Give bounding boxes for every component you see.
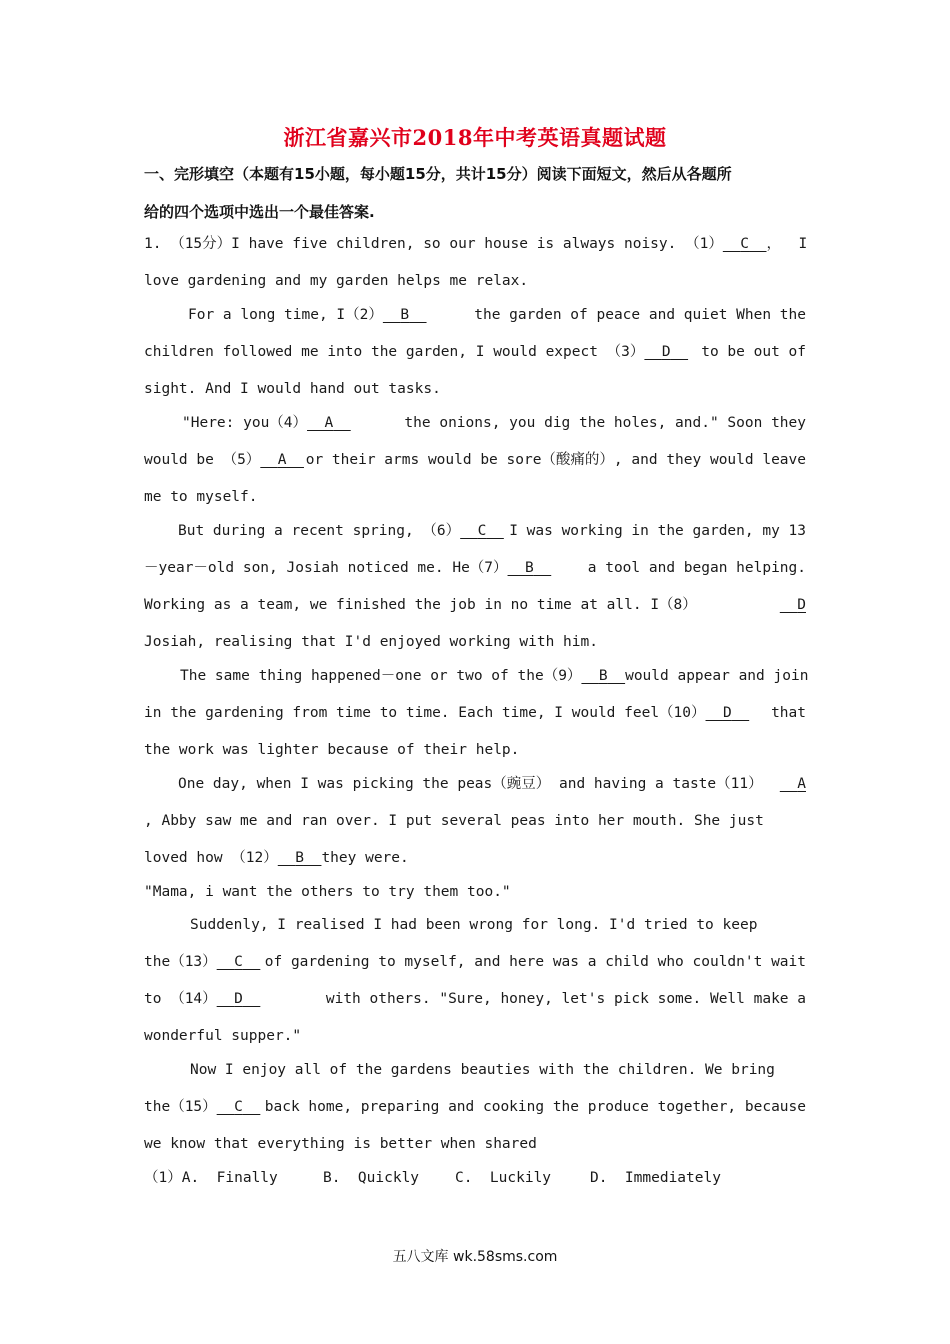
- option-a: A. Finally: [181, 1170, 278, 1186]
- text-segment: a tool and began helping.: [587, 560, 806, 576]
- text-line: Now I enjoy all of the gardens beauties with the children. We bring: [190, 1062, 775, 1078]
- document-title: 浙江省嘉兴市2018年中考英语真题试题: [283, 125, 667, 150]
- option-d: D. Immediately: [590, 1170, 721, 1186]
- answer-blank-14: D: [234, 991, 243, 1007]
- text-line: [178, 774, 806, 794]
- text-line: , Abby saw me and ran over. I put several peas into her mouth. She just: [144, 813, 764, 829]
- answer-blank-5: A: [277, 452, 287, 468]
- text-segment: the onions, you dig the holes, and." Soon they: [404, 415, 806, 431]
- text-segment: of gardening to myself, and here was a child who couldn't wait: [264, 954, 806, 970]
- text-line: "Mama, i want the others to try them too.": [144, 884, 511, 900]
- text-line: "Here: you（4） A the onions, you dig the holes, and." Soon they: [182, 415, 806, 431]
- text-line: sight. And I would hand out tasks.: [144, 381, 441, 397]
- text-line: loved how （12） B they were.: [144, 850, 409, 866]
- text-segment: One day, when I was picking the peas（豌豆） and having a taste（11）: [178, 776, 763, 792]
- text-line: Suddenly, I realised I had been wrong for long. I'd tried to keep: [190, 917, 758, 933]
- text-line: For a long time, I（2） B the garden of peace and quiet When the: [188, 307, 806, 323]
- answer-blank-9: B: [598, 668, 608, 684]
- text-segment: would appear and join: [625, 668, 809, 684]
- text-line: would be （5） A or their arms would be sore（酸痛的）, and they would leave: [144, 452, 806, 468]
- text-segment: I was working in the garden, my 13: [509, 523, 806, 539]
- text-segment: 1. （15分）I have five children, so our house is always noisy. （1）: [144, 236, 723, 252]
- answer-blank-6: C: [477, 523, 487, 539]
- answer-blank-12: B: [295, 850, 304, 866]
- text-line: the（13） C of gardening to myself, and here was a child who couldn't wait: [144, 954, 806, 970]
- answer-blank-10: D: [722, 705, 732, 721]
- answer-blank-11: A: [797, 776, 806, 792]
- footer-watermark: 五八文库 wk.58sms.com: [392, 1249, 558, 1265]
- option-b: B. Quickly: [323, 1170, 420, 1186]
- answer-blank-13: C: [234, 954, 243, 970]
- text-line: wonderful supper.": [144, 1028, 302, 1044]
- text-line: me to myself.: [144, 489, 258, 505]
- answer-blank-4: A: [324, 415, 334, 431]
- text-line: the（15） C back home, preparing and cooking the produce together, because: [144, 1099, 806, 1115]
- section-heading-line-2: 给的四个选项中选出一个最佳答案.: [144, 203, 375, 221]
- text-segment: back home, preparing and cooking the produce together, because: [264, 1099, 806, 1115]
- answer-blank-15: C: [234, 1099, 243, 1115]
- text-line: But during a recent spring, （6） C I was working in the garden, my 13: [178, 523, 806, 539]
- text-line: Josiah, realising that I'd enjoyed working with him.: [144, 634, 598, 650]
- text-line: the work was lighter because of their help.: [144, 742, 520, 758]
- option-c: C. Luckily: [455, 1170, 552, 1186]
- answer-blank-1: C: [740, 236, 750, 252]
- text-line: 1. （15分）I have five children, so our house is always noisy. （1） C ， I: [144, 236, 808, 252]
- text-segment: that: [771, 705, 806, 721]
- answer-blank-3: D: [661, 344, 671, 360]
- answer-blank-7: B: [525, 560, 534, 576]
- text-segment: the garden of peace and quiet When the: [474, 307, 806, 323]
- text-segment: or their arms would be sore（酸痛的）, and they would leave: [305, 452, 806, 468]
- text-line: －year－old son, Josiah noticed me. He（7） B a tool and began helping.: [144, 560, 806, 576]
- text-line: we know that everything is better when shared: [144, 1136, 537, 1152]
- answer-blank-2: B: [400, 307, 410, 323]
- text-segment: to be out of: [701, 344, 806, 360]
- text-line: in the gardening from time to time. Each time, I would feel（10） D that: [144, 705, 806, 721]
- text-line: [144, 595, 806, 615]
- text-line: love gardening and my garden helps me relax.: [144, 273, 529, 289]
- text-line: children followed me into the garden, I would expect （3） D to be out of: [144, 344, 806, 360]
- option-label: （1）A. Finally: [144, 1170, 278, 1186]
- text-segment: Working as a team, we finished the job in no time at all. I（8）: [144, 597, 697, 613]
- text-line: to （14） D with others. "Sure, honey, let's pick some. Well make a: [144, 991, 806, 1007]
- text-line: The same thing happened－one or two of the（9） B would appear and join: [180, 668, 809, 684]
- answer-blank-8: D: [797, 597, 806, 613]
- text-segment: with others. "Sure, honey, let's pick some. Well make a: [325, 991, 806, 1007]
- section-heading-line-1: 一、完形填空（本题有15小题，每小题15分，共计15分）阅读下面短文，然后从各题所: [144, 165, 732, 183]
